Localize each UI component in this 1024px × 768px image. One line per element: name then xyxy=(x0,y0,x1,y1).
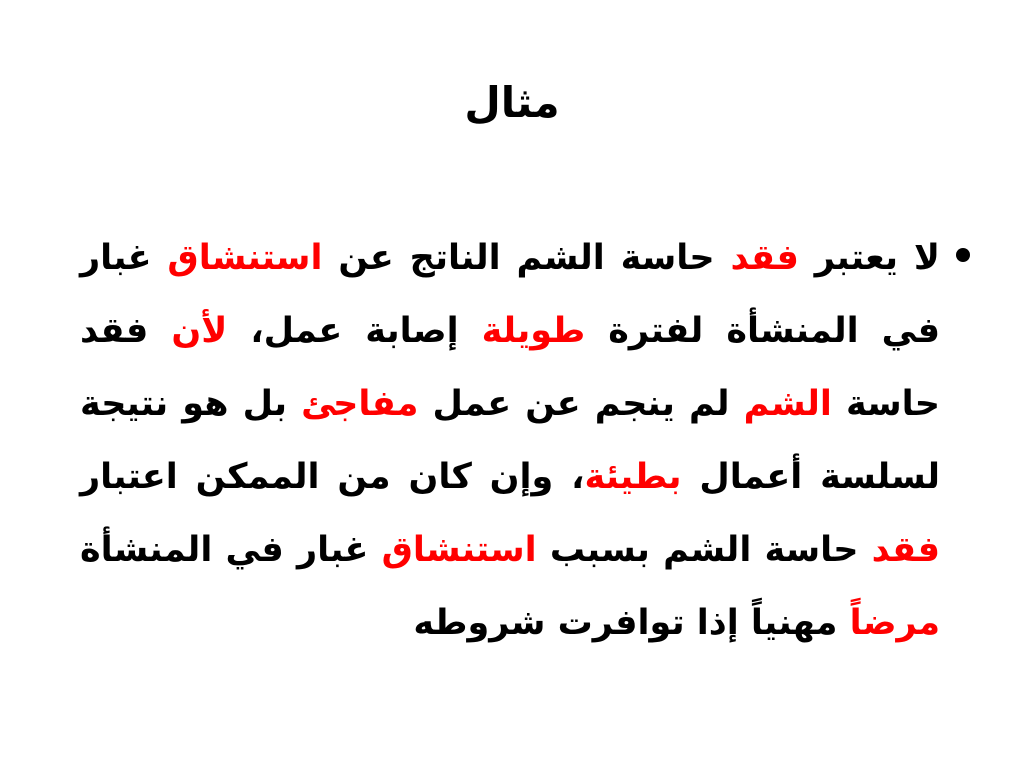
text-segment: غبار في المنشأة xyxy=(80,530,382,570)
text-segment: حاسة الشم الناتج عن xyxy=(322,238,731,278)
slide-content xyxy=(80,222,948,660)
highlighted-term: مفاجئ xyxy=(301,384,419,424)
slide-title: مثال xyxy=(464,78,560,127)
bullet-item xyxy=(80,222,948,660)
text-segment: مهنياً إذا توافرت شروطه xyxy=(413,603,850,643)
text-segment: ، وإن كان من الممكن اعتبار xyxy=(80,457,585,497)
highlighted-term: بطيئة xyxy=(584,457,682,497)
text-segment: إصابة عمل، xyxy=(227,311,482,351)
highlighted-term: فقد xyxy=(730,238,799,278)
text-segment: بل هو نتيجة لسلسة أعمال xyxy=(80,384,941,497)
highlighted-term: مرضاً xyxy=(849,603,940,643)
highlighted-term: الشم xyxy=(743,384,832,424)
highlighted-term: استنشاق xyxy=(167,238,323,278)
bullet-text xyxy=(80,222,940,660)
text-segment: لا يعتبر xyxy=(798,238,940,278)
highlighted-term: لأن xyxy=(171,311,228,351)
text-segment: حاسة الشم بسبب xyxy=(536,530,872,570)
highlighted-term: طويلة xyxy=(481,311,586,351)
text-segment: لم ينجم عن عمل xyxy=(418,384,744,424)
bullet-icon xyxy=(956,248,970,262)
text-segment: غبار في المنشأة لفترة xyxy=(80,238,941,351)
highlighted-term: استنشاق xyxy=(381,530,537,570)
highlighted-term: فقد xyxy=(871,530,940,570)
text-segment: فقد حاسة xyxy=(80,311,940,424)
